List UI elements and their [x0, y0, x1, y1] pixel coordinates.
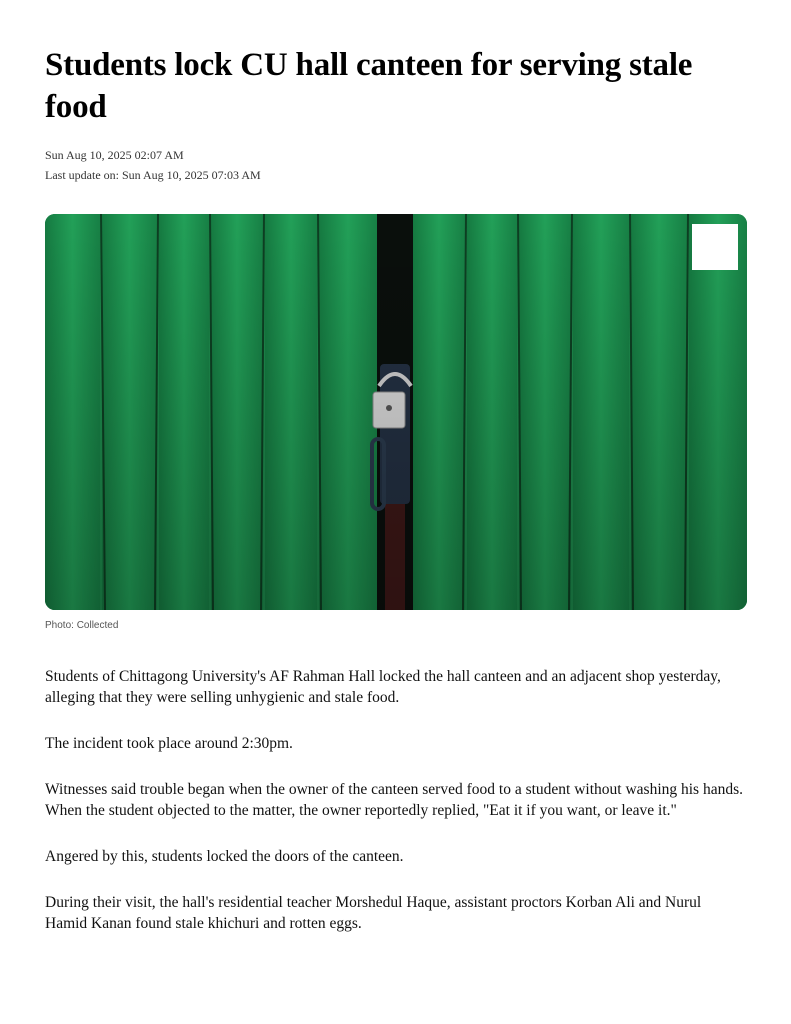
share-box[interactable]	[692, 224, 738, 270]
paragraph: Students of Chittagong University's AF Rahman Hall locked the hall canteen and an adjacent shop yesterday, alleging that they were selling unhygienic and stale food.	[45, 668, 721, 706]
article-body	[45, 666, 747, 959]
paragraph: The incident took place around 2:30pm.	[45, 735, 293, 752]
photo-caption: Photo: Collected	[45, 620, 119, 631]
paragraph: During their visit, the hall's residential teacher Morshedul Haque, assistant proctors Korban Ali and Nurul Hamid Kanan found stale khichuri and rotten eggs.	[45, 894, 702, 932]
paragraph: Angered by this, students locked the doors of the canteen.	[45, 848, 404, 865]
headline: Students lock CU hall canteen for serving stale food	[45, 47, 693, 125]
paragraph: Witnesses said trouble began when the owner of the canteen served food to a student without washing his hands. When the student objected to the matter, the owner reportedly replied, "Eat it if you want, or leave it."	[45, 781, 743, 819]
last-update-date: Last update on: Sun Aug 10, 2025 07:03 AM	[45, 168, 261, 182]
article-photo	[45, 214, 747, 610]
published-date: Sun Aug 10, 2025 02:07 AM	[45, 148, 184, 162]
locked-gate-image	[45, 214, 747, 610]
